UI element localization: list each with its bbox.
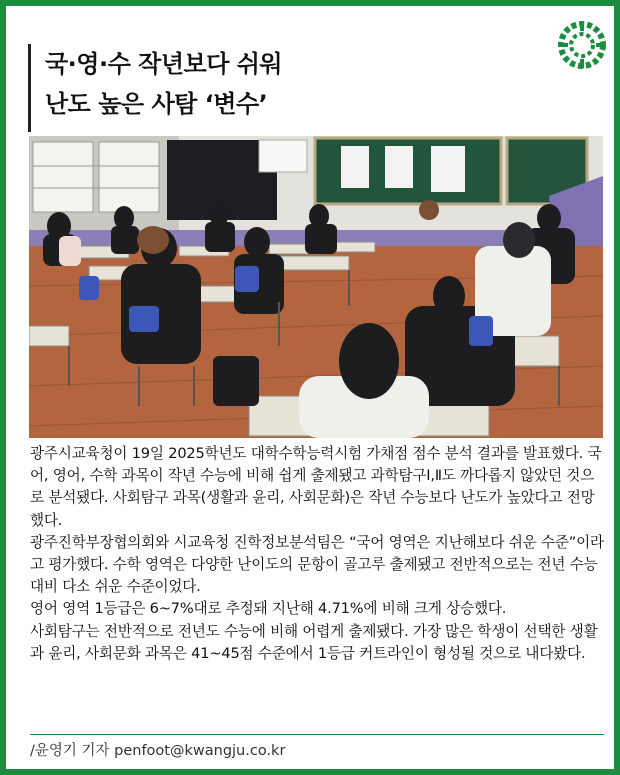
headline xyxy=(28,44,448,132)
byline-divider xyxy=(30,734,604,735)
article-paragraph-3: 영어 영역 1등급은 6~7%대로 추정돼 지난해 4.71%에 비해 크게 상승했다. xyxy=(30,600,507,618)
byline: /윤영기 기자 penfoot@kwangju.co.kr xyxy=(30,743,286,759)
article-paragraph-4: 사회탐구는 전반적으로 전년도 수능에 비해 어렵게 출제됐다. 가장 많은 학생이 선택한 생활과 윤리, 사회문화 과목은 41~45점 수준에서 1등급 커트라인이 형성될 것으로 내다봤다. xyxy=(30,622,598,662)
article-paragraph-1: 광주시교육청이 19일 2025학년도 대학수학능력시험 가채점 점수 분석 결과를 발표했다. 국어, 영어, 수학 과목이 작년 수능에 비해 쉽게 출제됐고 과학탐구Ⅰ,Ⅱ도 까다롭지 않았던 것으로 분석됐다. 사회탐구 과목(생활과 윤리, 사회문화)은 작년 수능보다 난도가 높았다고 전망했다. xyxy=(30,445,602,529)
exam-hall-photo xyxy=(29,136,603,438)
article-paragraph-2: 광주진학부장협의회와 시교육청 진학정보분석팀은 “국어 영역은 지난해보다 쉬운 수준”이라고 평가했다. 수학 영역은 다양한 난이도의 문항이 골고루 출제됐고 전반적으로는 전년 수능 대비 다소 쉬운 수준이었다. xyxy=(30,533,604,596)
newspaper-logo-icon xyxy=(557,20,607,70)
headline-line-1: 국·영·수 작년보다 쉬워 xyxy=(45,50,283,78)
headline-line-2: 난도 높은 사탐 ‘변수’ xyxy=(45,90,268,118)
article-body xyxy=(30,443,605,665)
